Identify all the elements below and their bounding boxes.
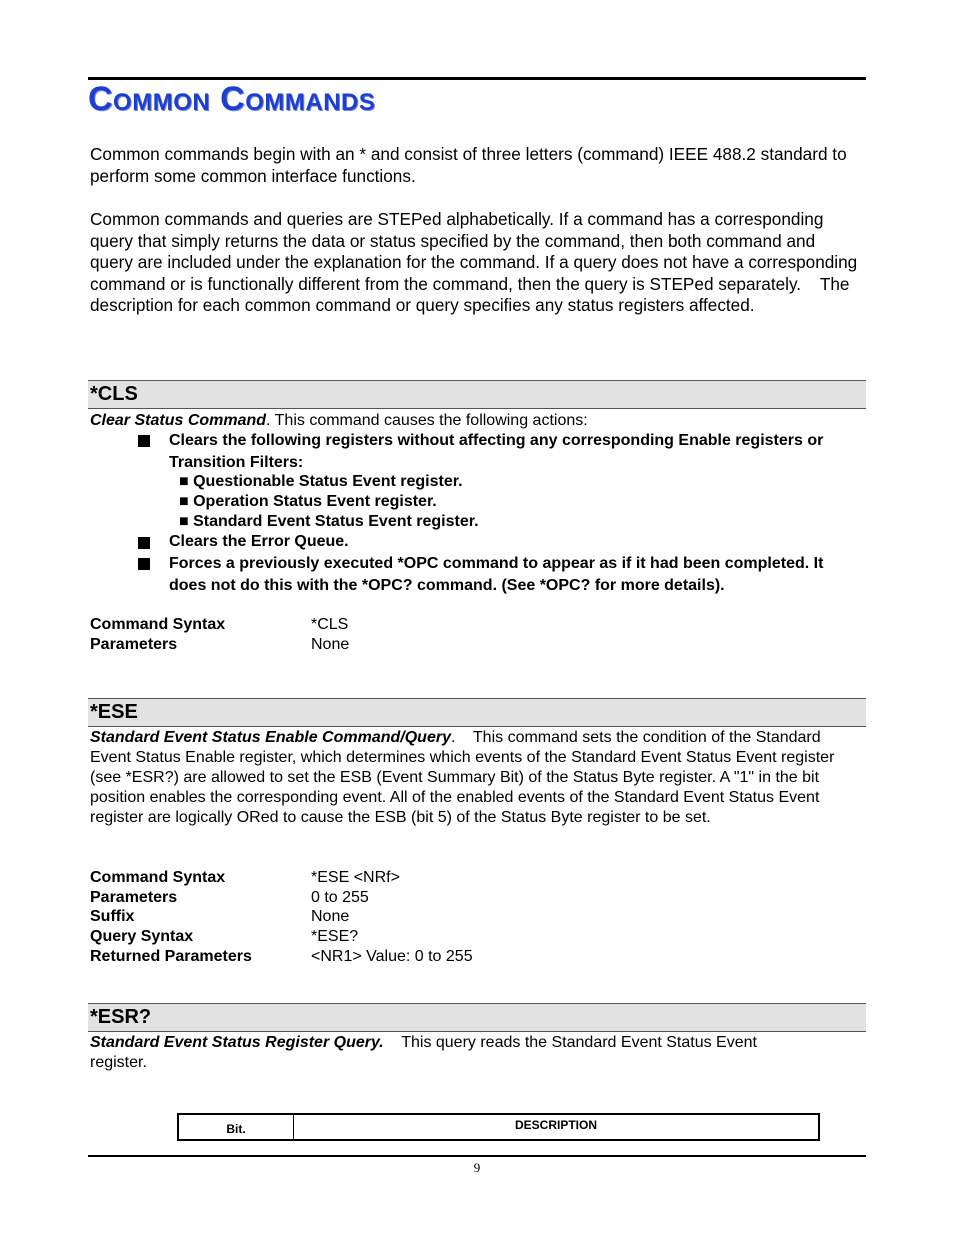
intro-paragraph-2: Common commands and queries are STEPed alphabetically. If a command has a corresponding query that simply returns the data or status specified by the command, then both command and query are included under the explanation for the command. If a query does not have a corresponding command or is functionally different from the command, then the query is STEPed separately. The description for each common command or query specifies any status registers affected. xyxy=(90,209,858,315)
cls-bullet-3: Forces a previously executed *OPC command to appear as if it had been completed. It does not do this with the *OPC? command. (See *OPC? for more details). xyxy=(169,555,824,594)
cls-params-label: Parameters xyxy=(90,636,178,653)
ese-lead-title: Standard Event Status Enable Command/Query xyxy=(90,729,451,746)
bullet-square-icon xyxy=(138,558,150,570)
cls-description xyxy=(90,411,860,431)
cls-sub-item-3: ■ Standard Event Status Event register. xyxy=(179,513,479,530)
ese-row-label: Returned Parameters xyxy=(90,948,252,965)
cls-lead-title: Clear Status Command xyxy=(90,412,267,429)
page-title: Common Commands xyxy=(88,80,376,118)
cls-sub-item-1: ■ Questionable Status Event register. xyxy=(179,473,463,490)
ese-row-label: Query Syntax xyxy=(90,928,194,945)
bullet-square-icon xyxy=(138,435,150,447)
esr-section-bar xyxy=(88,1003,866,1032)
esr-lead-text: This query reads the Standard Event Status Event register. xyxy=(90,1034,757,1071)
table-header-bit: Bit. xyxy=(179,1115,294,1139)
ese-row-label: Command Syntax xyxy=(90,869,226,886)
cls-sub-item-2: ■ Operation Status Event register. xyxy=(179,493,437,510)
bottom-rule xyxy=(88,1155,866,1157)
esr-heading: *ESR? xyxy=(90,1006,152,1028)
cls-syntax-label: Command Syntax xyxy=(90,616,226,633)
ese-row-value: *ESE? xyxy=(311,928,359,945)
table-header-description: DESCRIPTION xyxy=(514,1118,597,1132)
ese-row-value: None xyxy=(311,908,350,925)
esr-lead-title: Standard Event Status Register Query. xyxy=(90,1034,384,1051)
ese-row-value: <NR1> Value: 0 to 255 xyxy=(311,948,473,965)
intro-paragraph-1: Common commands begin with an * and consist of three letters (command) IEEE 488.2 standard to perform some common interface functions. xyxy=(90,144,847,186)
ese-row-label: Suffix xyxy=(90,908,135,925)
cls-syntax-value: *CLS xyxy=(311,616,349,633)
cls-section-bar xyxy=(88,380,866,409)
cls-params-value: None xyxy=(311,636,350,653)
ese-description xyxy=(90,728,855,828)
esr-description xyxy=(90,1033,810,1073)
esr-bit-table xyxy=(177,1113,820,1141)
bullet-square-icon xyxy=(138,537,150,549)
ese-section-bar xyxy=(88,698,866,727)
ese-row-value: *ESE <NRf> xyxy=(311,869,400,886)
page-number: 9 xyxy=(473,1160,481,1175)
ese-row-value: 0 to 255 xyxy=(311,889,369,906)
ese-row-label: Parameters xyxy=(90,889,178,906)
cls-lead-text: . This command causes the following actions: xyxy=(266,412,588,429)
cls-bullet-1: Clears the following registers without affecting any corresponding Enable registers or Transition Filters: xyxy=(169,432,824,471)
ese-heading: *ESE xyxy=(90,701,138,723)
cls-heading: *CLS xyxy=(90,383,138,405)
cls-bullet-2: Clears the Error Queue. xyxy=(169,533,349,550)
ese-lead-text: . This command sets the condition of the Standard Event Status Enable register, which determines which events of the Standard Event Status Event register (see *ESR?) are allowed to set the ESB (Event Summary Bit) of the Status Byte register. A "1" in the bit position enables the corresponding event. All of the enabled events of the Standard Event Status Event register are logically ORed to cause the ESB (bit 5) of the Status Byte register to be set. xyxy=(90,729,835,826)
